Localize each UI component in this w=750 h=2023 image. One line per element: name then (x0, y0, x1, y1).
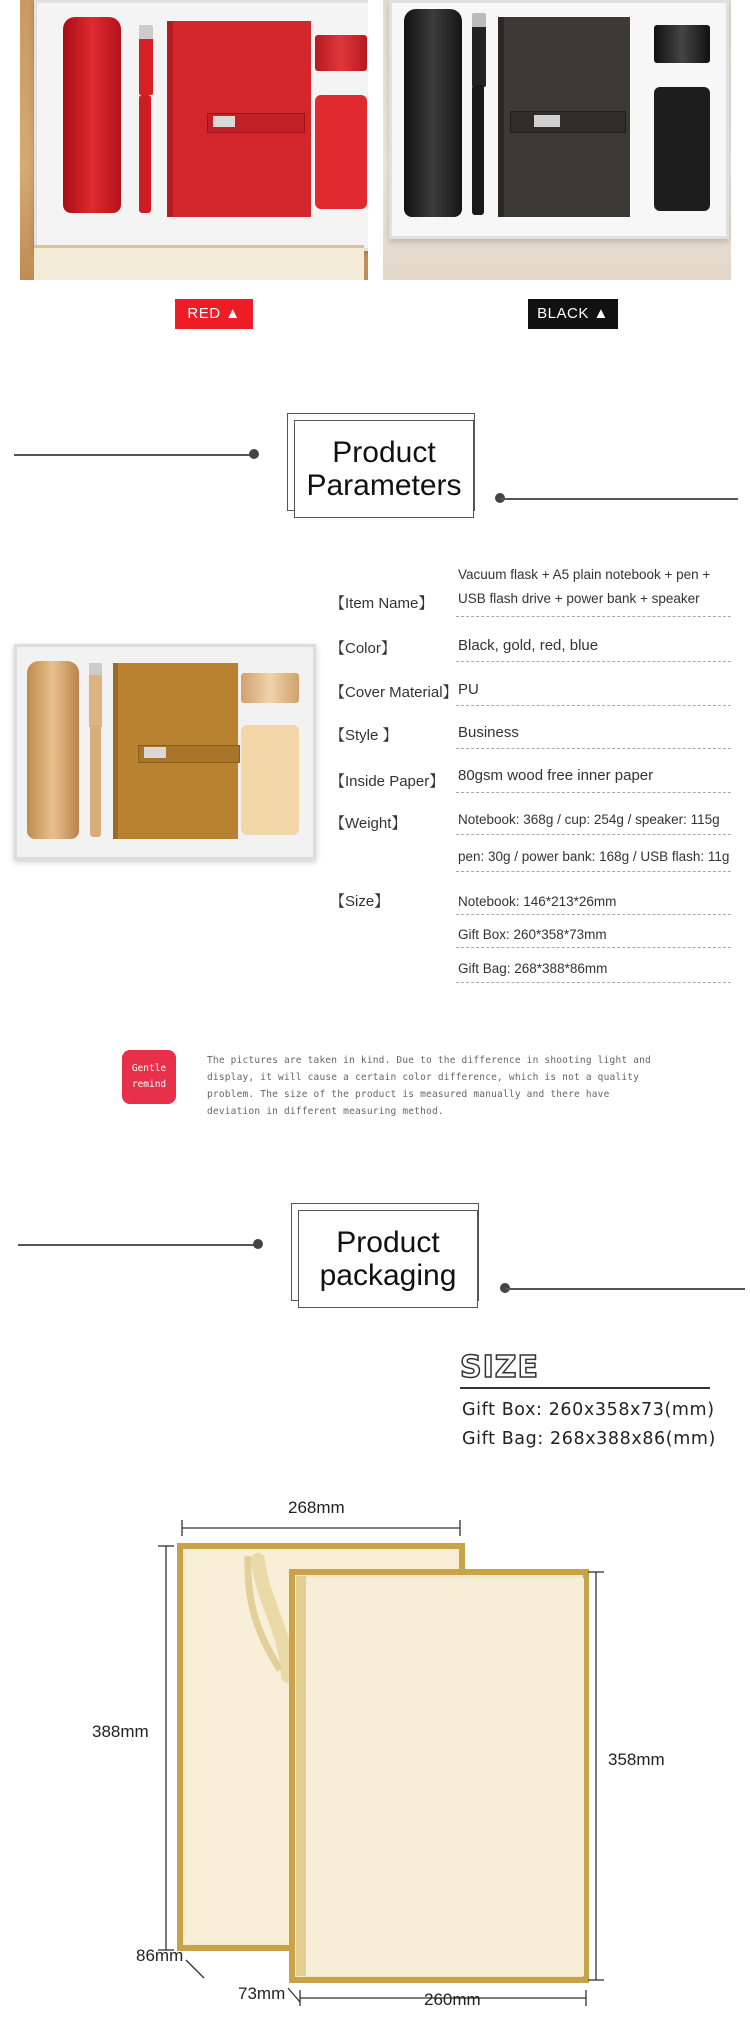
param-divider (456, 834, 731, 835)
dim-box-depth: 73mm (238, 1984, 286, 2003)
section-title-parameters (294, 420, 474, 518)
param-cover-label: 【Cover Material】 (330, 684, 458, 701)
red-gift-set-photo (20, 0, 368, 280)
gift-box (292, 1572, 586, 1980)
param-paper-label: 【Inside Paper】 (330, 773, 445, 790)
section-title-line1: Product (332, 436, 436, 469)
param-divider (456, 661, 731, 662)
param-weight-value-1: Notebook: 368g / cup: 254g / speaker: 115g (458, 812, 720, 827)
gift-box-base (34, 245, 364, 280)
red-vacuum-flask (63, 17, 121, 213)
size-logo: SIZE (460, 1350, 540, 1385)
param-weight-label: 【Weight】 (330, 815, 407, 832)
gold-speaker (241, 673, 299, 703)
dim-box-height: 358mm (608, 1750, 665, 1769)
dim-box-width: 260mm (424, 1990, 481, 2009)
gentle-remind-text: The pictures are taken in kind. Due to the difference in shooting light and display, it will cause a certain color difference, which is not a quality problem. The size of the product is measured manually and there have deviation in different measuring method. (207, 1055, 651, 1117)
param-item-name-value-1: Vacuum flask + A5 plain notebook + pen + (458, 567, 711, 582)
section-title-packaging (298, 1210, 478, 1308)
param-size-value-1: Notebook: 146*213*26mm (458, 894, 617, 909)
param-size-value-3: Gift Bag: 268*388*86mm (458, 961, 608, 976)
param-size-value-2: Gift Box: 260*358*73mm (458, 927, 607, 942)
black-color-tag: BLACK ▲ (528, 299, 618, 329)
black-pen (472, 85, 484, 215)
param-divider (456, 982, 731, 983)
divider-line-right (505, 1288, 745, 1290)
black-power-bank (654, 87, 710, 211)
param-divider (456, 947, 731, 948)
param-size-label: 【Size】 (330, 893, 390, 910)
divider-line-left (14, 454, 254, 456)
divider-line-left (18, 1244, 258, 1246)
param-paper-value: 80gsm wood free inner paper (458, 767, 654, 784)
size-rule (460, 1387, 710, 1389)
black-usb-drive (472, 13, 486, 87)
gold-vacuum-flask (27, 661, 79, 839)
red-usb-drive (139, 25, 153, 95)
gold-pen (90, 725, 101, 837)
red-notebook (167, 21, 311, 217)
gift-bag-size: Gift Bag: 268x388x86(mm) (462, 1429, 716, 1449)
red-power-bank (315, 95, 367, 209)
gold-usb-drive (89, 663, 102, 727)
param-item-name-label: 【Item Name】 (330, 595, 434, 612)
black-gift-set-photo (383, 0, 731, 280)
param-divider (456, 914, 731, 915)
param-divider (456, 871, 731, 872)
dim-bag-height: 388mm (92, 1722, 149, 1741)
black-vacuum-flask (404, 9, 462, 217)
divider-dot (249, 449, 259, 459)
remind-badge-line1: Gentle (131, 1063, 167, 1074)
param-divider (456, 748, 731, 749)
param-divider (456, 616, 731, 617)
gold-notebook (113, 663, 238, 839)
divider-dot (253, 1239, 263, 1249)
param-color-label: 【Color】 (330, 640, 396, 657)
param-divider (456, 792, 731, 793)
black-speaker (654, 25, 710, 63)
gift-tray (34, 0, 368, 251)
black-notebook (498, 17, 630, 217)
gold-gift-set-photo (14, 644, 316, 860)
gift-tray (389, 0, 729, 239)
gift-box-size: Gift Box: 260x358x73(mm) (462, 1400, 715, 1420)
divider-line-right (500, 498, 738, 500)
dim-bag-depth: 86mm (136, 1946, 184, 1965)
remind-badge-line2: remind (131, 1079, 167, 1090)
param-style-value: Business (458, 724, 519, 741)
dim-bag-width: 268mm (288, 1498, 345, 1517)
red-color-tag: RED ▲ (175, 299, 253, 329)
param-item-name-value-2: USB flash drive + power bank + speaker (458, 591, 700, 606)
gentle-remind-badge (122, 1050, 176, 1104)
section-title-line2: Parameters (306, 469, 462, 502)
red-speaker (315, 35, 367, 71)
red-pen (139, 95, 151, 213)
param-divider (456, 705, 731, 706)
param-weight-value-2: pen: 30g / power bank: 168g / USB flash: 11g (458, 849, 730, 864)
section-title-line2: packaging (319, 1259, 457, 1292)
gold-power-bank (241, 725, 299, 835)
param-style-label: 【Style 】 (330, 727, 398, 744)
param-cover-value: PU (458, 681, 479, 698)
section-title-line1: Product (336, 1226, 440, 1259)
param-color-value: Black, gold, red, blue (458, 637, 599, 654)
